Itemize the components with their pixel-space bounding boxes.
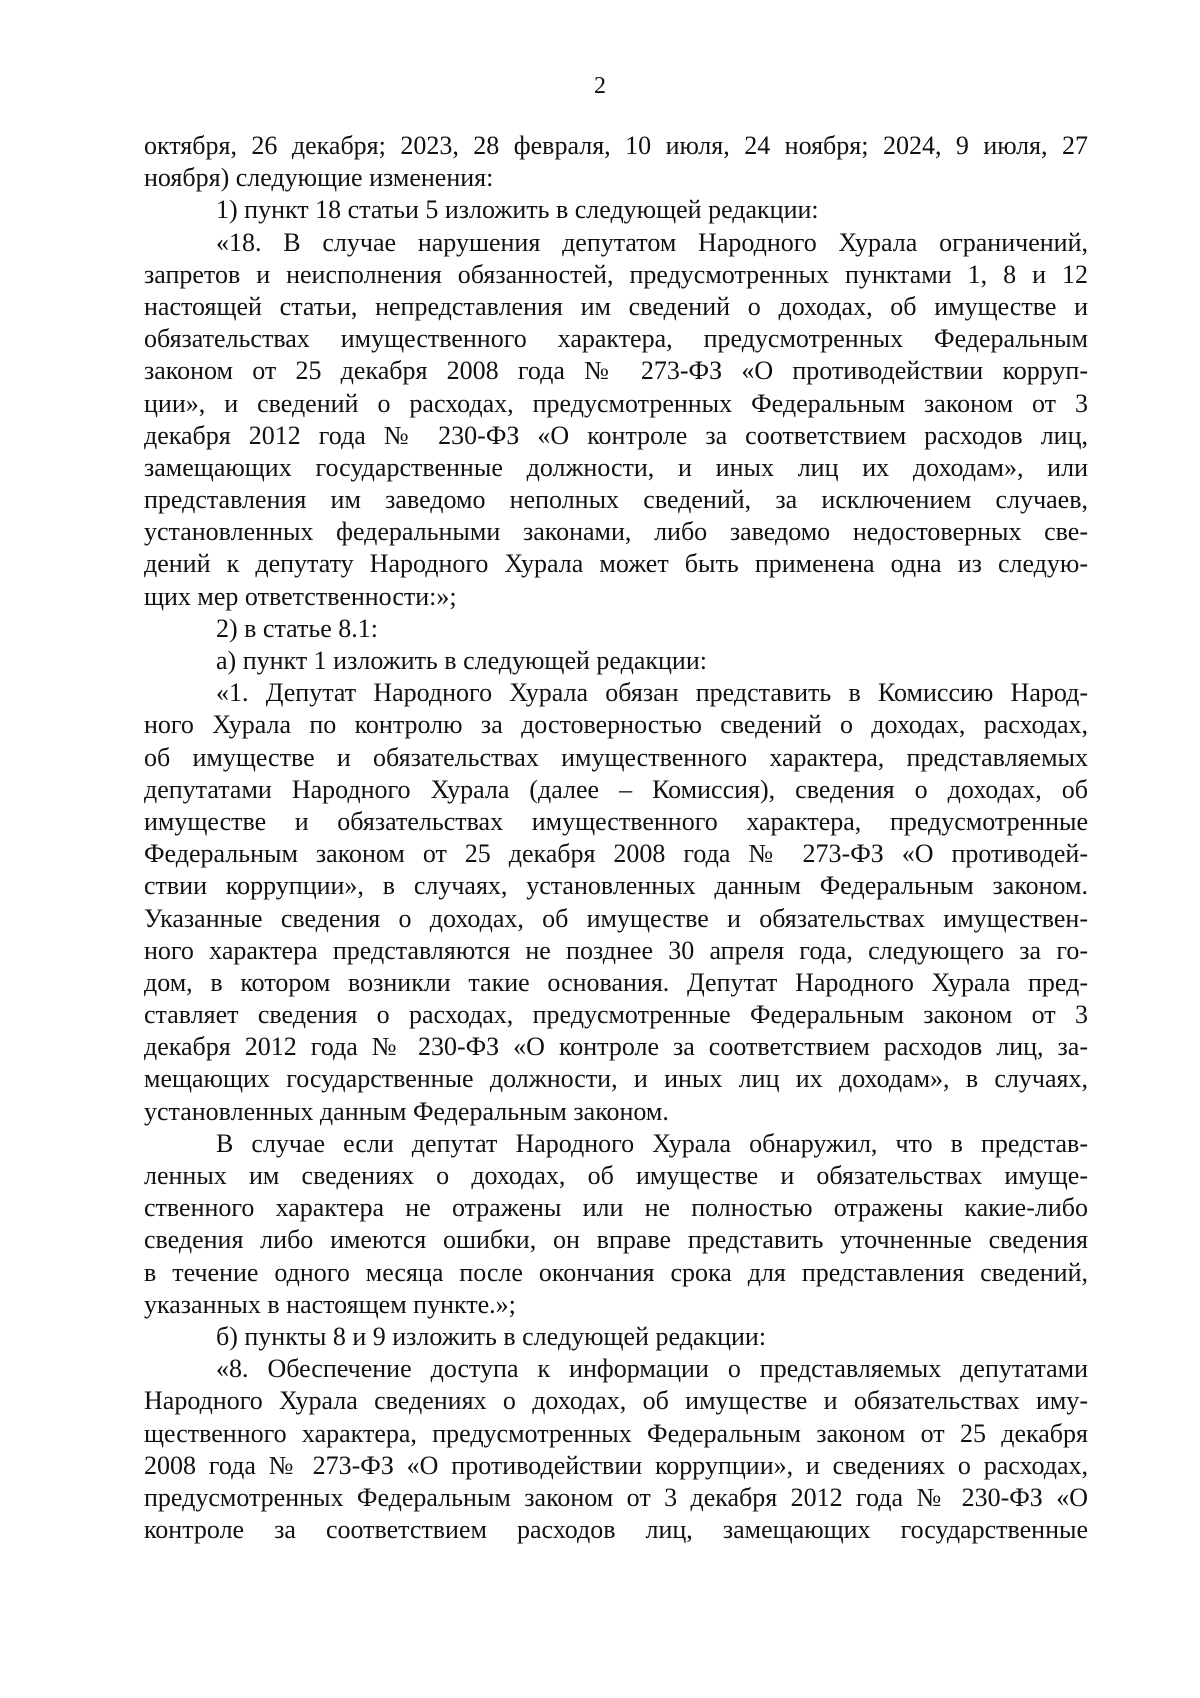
document-body <box>144 130 1088 1546</box>
text-line: ного Хурала по контролю за достоверностью сведений о доходах, расходах, <box>144 710 1088 740</box>
text-line: ставляет сведения о расходах, предусмотренные Федеральным законом от 3 <box>144 1000 1088 1030</box>
text-line: Федеральным законом от 25 декабря 2008 года № 273-ФЗ «О противодей- <box>144 839 1088 869</box>
text-line: об имуществе и обязательствах имущественного характера, представляемых <box>144 742 1088 772</box>
text-line: установленных данным Федеральным законом. <box>144 1096 669 1126</box>
text-line: сведения либо имеются ошибки, он вправе представить уточненные сведения <box>144 1225 1088 1255</box>
text-line: контроле за соответствием расходов лиц, замещающих государственные <box>144 1515 1088 1545</box>
text-line: обязательствах имущественного характера, предусмотренных Федеральным <box>144 324 1088 354</box>
text-line: щественного характера, предусмотренных Федеральным законом от 25 декабря <box>144 1418 1088 1448</box>
text-line: декабря 2012 года № 230-ФЗ «О контроле за соответствием расходов лиц, <box>144 420 1088 450</box>
text-line: октября, 26 декабря; 2023, 28 февраля, 10 июля, 24 ноября; 2024, 9 июля, 27 <box>144 131 1088 160</box>
text-line: в течение одного месяца после окончания срока для представления сведений, <box>144 1257 1088 1287</box>
text-line: 2008 года № 273-ФЗ «О противодействии коррупции», и сведениях о расходах, <box>144 1450 1088 1480</box>
text-line: дом, в котором возникли такие основания. Депутат Народного Хурала пред- <box>144 967 1088 997</box>
text-line: «18. В случае нарушения депутатом Народного Хурала ограничений, <box>216 227 1088 257</box>
text-line: В случае если депутат Народного Хурала обнаружил, что в представ- <box>216 1128 1088 1158</box>
text-line: б) пункты 8 и 9 изложить в следующей редакции: <box>216 1321 767 1351</box>
text-line: Указанные сведения о доходах, об имуществе и обязательствах имуществен- <box>144 903 1088 933</box>
text-line: замещающих государственные должности, и иных лиц их доходам», или <box>144 452 1088 482</box>
text-line: ствии коррупции», в случаях, установленных данным Федеральным законом. <box>144 871 1088 901</box>
text-line: ноября) следующие изменения: <box>144 163 494 193</box>
text-line: «8. Обеспечение доступа к информации о представляемых депутатами <box>216 1354 1088 1384</box>
text-line: а) пункт 1 изложить в следующей редакции: <box>216 646 707 675</box>
text-line: запретов и неисполнения обязанностей, предусмотренных пунктами 1, 8 и 12 <box>144 259 1088 289</box>
text-line: законом от 25 декабря 2008 года № 273-ФЗ «О противодействии корруп- <box>144 356 1088 386</box>
text-line: указанных в настоящем пункте.»; <box>144 1289 516 1319</box>
text-line: имуществе и обязательствах имущественного характера, предусмотренные <box>144 806 1088 836</box>
text-line: предусмотренных Федеральным законом от 3 декабря 2012 года № 230-ФЗ «О <box>144 1482 1088 1512</box>
text-line: щих мер ответственности:»; <box>144 581 457 611</box>
text-line: установленных федеральными законами, либо заведомо недостоверных све- <box>144 517 1088 547</box>
text-line: декабря 2012 года № 230-ФЗ «О контроле за соответствием расходов лиц, за- <box>144 1032 1088 1062</box>
text-line: дений к депутату Народного Хурала может быть применена одна из следую- <box>144 549 1088 579</box>
text-line: настоящей статьи, непредставления им сведений о доходах, об имуществе и <box>144 291 1088 321</box>
text-line: ленных им сведениях о доходах, об имуществе и обязательствах имуще- <box>144 1161 1088 1190</box>
text-line: депутатами Народного Хурала (далее – Комиссия), сведения о доходах, об <box>144 774 1088 804</box>
text-line: «1. Депутат Народного Хурала обязан представить в Комиссию Народ- <box>216 678 1088 708</box>
text-line: Народного Хурала сведениях о доходах, об имуществе и обязательствах иму- <box>144 1386 1088 1416</box>
text-line: 1) пункт 18 статьи 5 изложить в следующей редакции: <box>216 195 819 225</box>
text-line: 2) в статье 8.1: <box>216 613 379 643</box>
page-number: 2 <box>594 73 606 99</box>
text-line: ного характера представляются не позднее 30 апреля года, следующего за го- <box>144 935 1088 965</box>
text-line: представления им заведомо неполных сведений, за исключением случаев, <box>144 485 1088 515</box>
text-line: мещающих государственные должности, и иных лиц их доходам», в случаях, <box>144 1064 1088 1094</box>
text-line: ции», и сведений о расходах, предусмотренных Федеральным законом от 3 <box>144 388 1088 418</box>
text-line: ственного характера не отражены или не полностью отражены какие-либо <box>144 1193 1088 1223</box>
